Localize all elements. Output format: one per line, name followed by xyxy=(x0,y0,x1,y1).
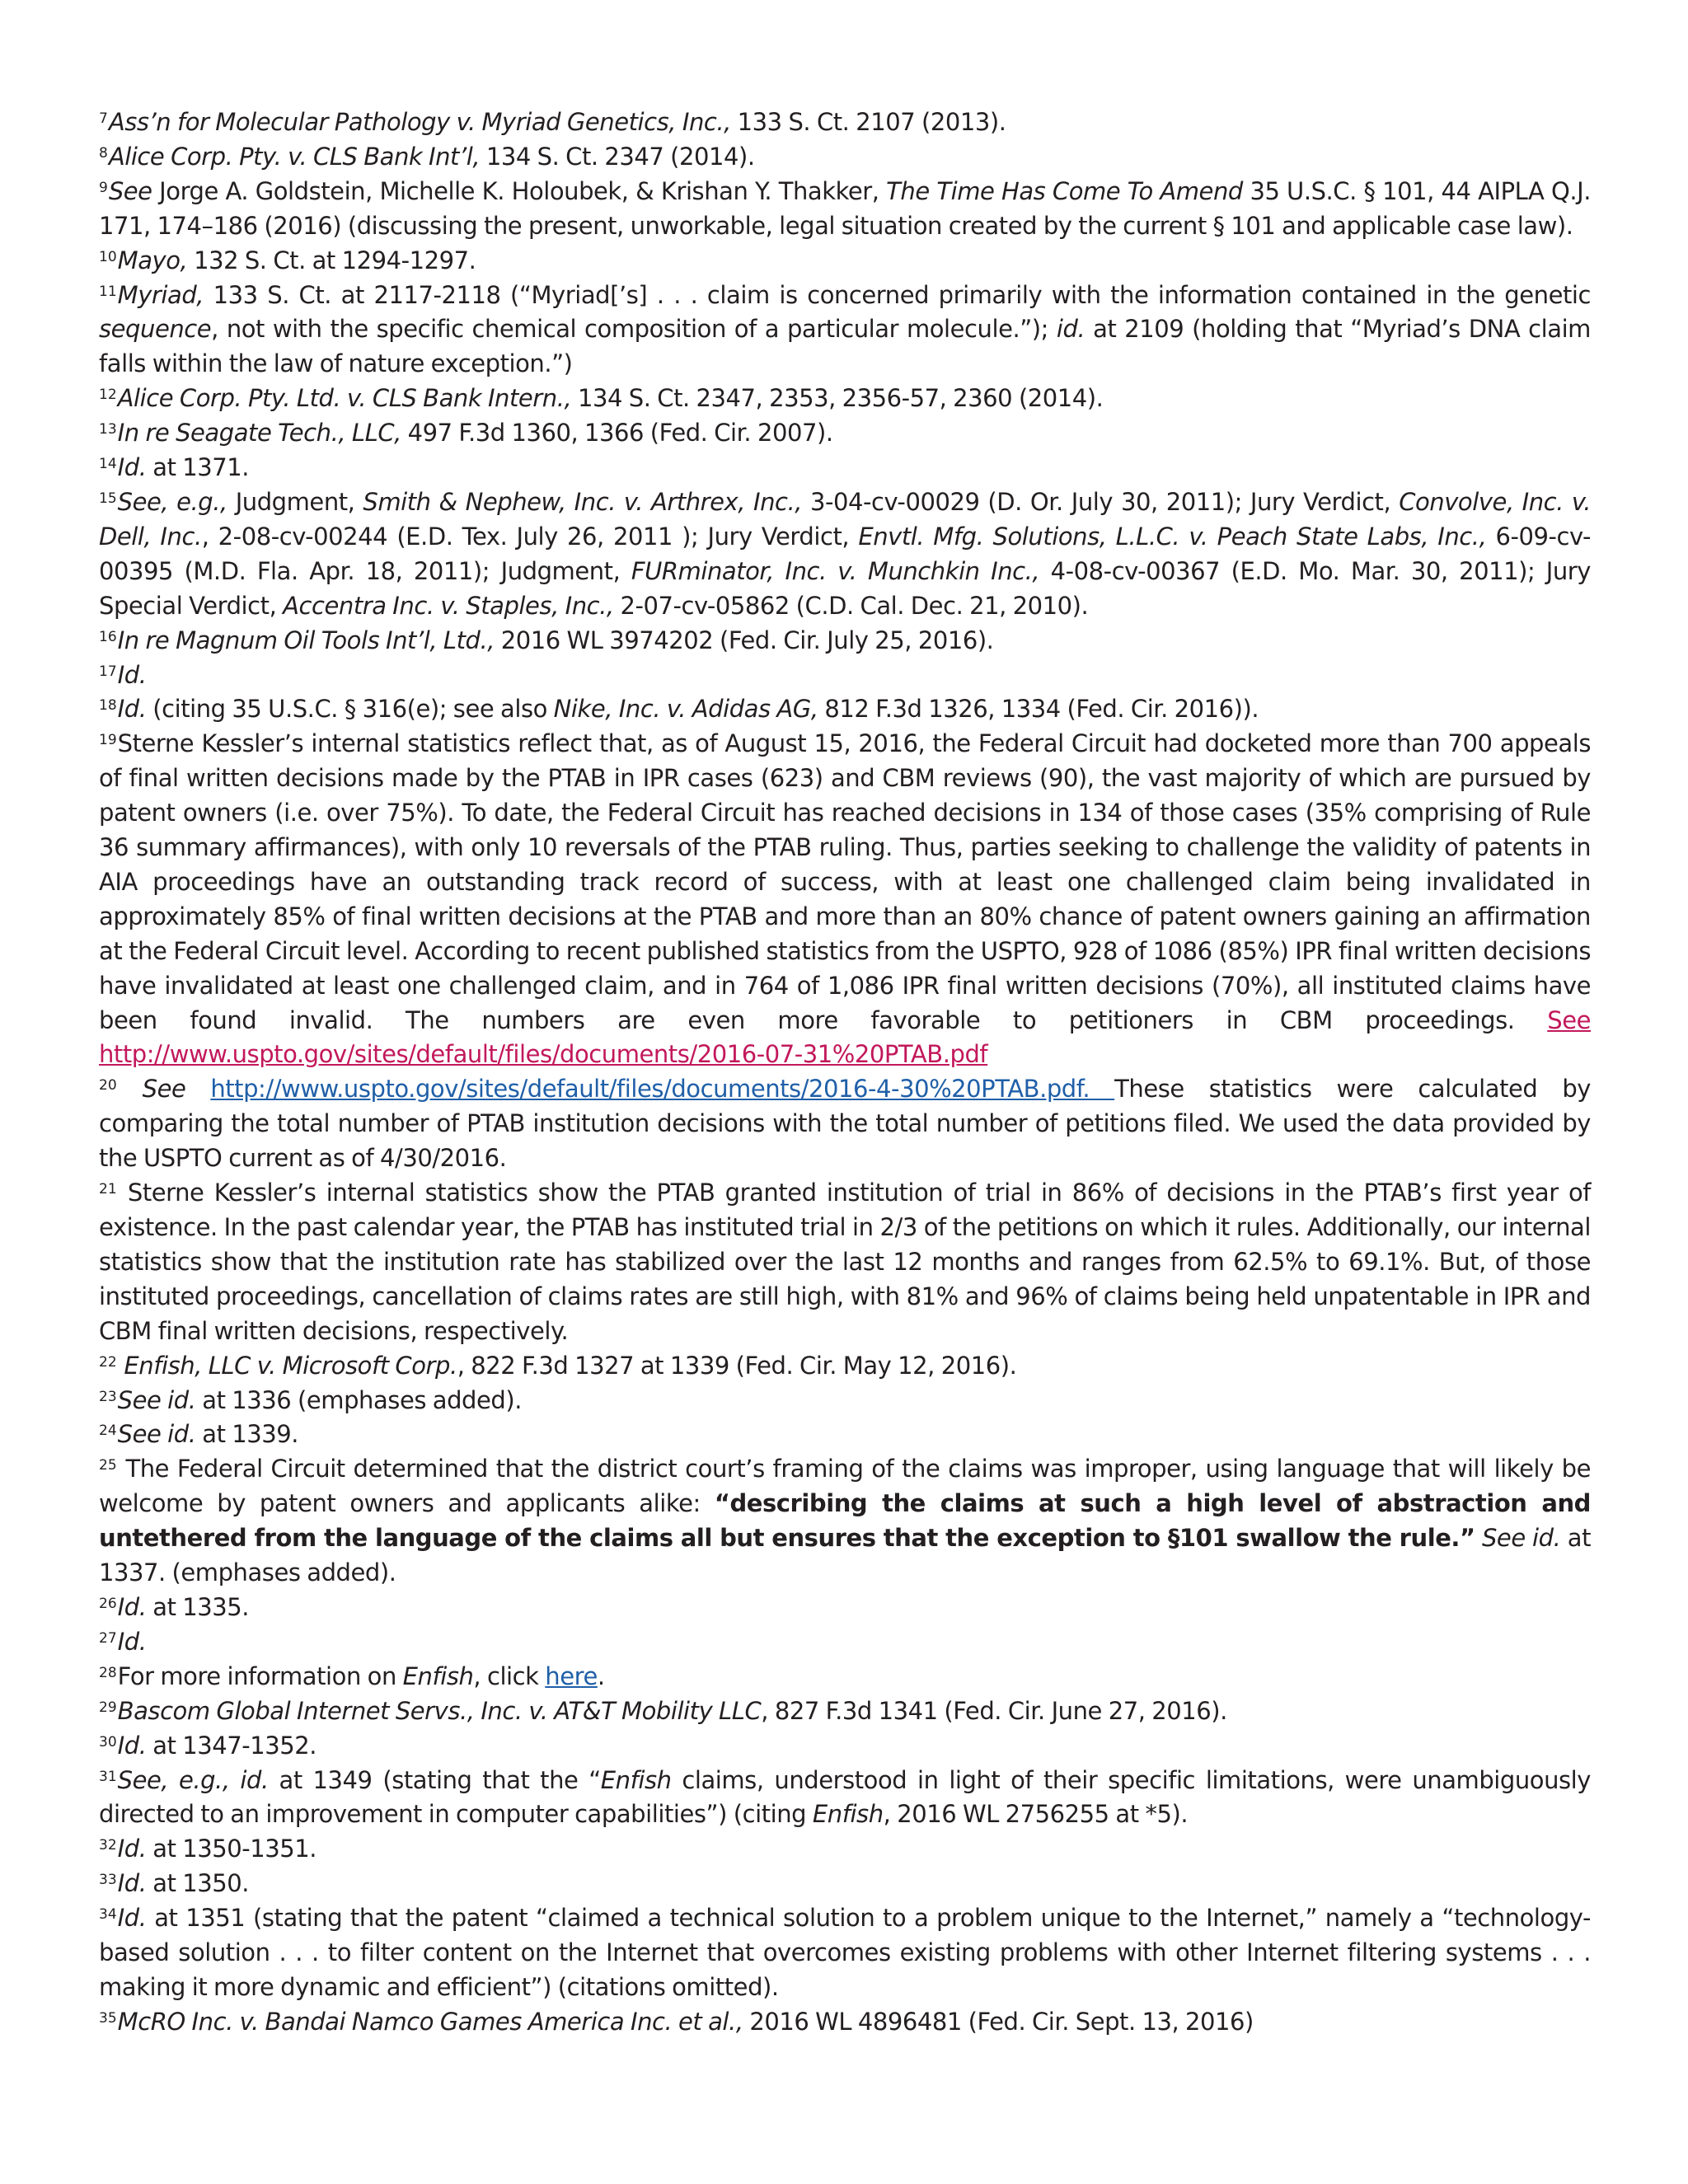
footnote-text: 134 S. Ct. 2347 (2014). xyxy=(480,142,755,171)
footnote-italic-text: Alice Corp. Pty. v. CLS Bank Int’l, xyxy=(108,142,481,171)
footnote-22 xyxy=(99,1349,1591,1384)
footnote-italic-text: Id. xyxy=(117,1835,147,1863)
footnote-italic-text: Id. xyxy=(117,660,147,689)
footnote-32 xyxy=(99,1832,1591,1867)
footnote-14 xyxy=(99,451,1591,485)
footnote-text: at 1350. xyxy=(146,1869,250,1898)
footnote-italic-text: Nike, Inc. v. Adidas AG, xyxy=(553,695,818,724)
footnote-18 xyxy=(99,692,1591,727)
footnote-13 xyxy=(99,416,1591,451)
footnote-text: 2016 WL 3974202 (Fed. Cir. July 25, 2016). xyxy=(495,626,994,654)
footnote-number: 16 xyxy=(99,628,117,645)
footnote-italic-text: Enfish xyxy=(600,1765,672,1794)
footnote-italic-text: See xyxy=(142,1075,186,1104)
footnote-text: , click xyxy=(473,1661,546,1690)
footnote-27 xyxy=(99,1625,1591,1660)
footnote-number: 31 xyxy=(99,1768,117,1785)
footnote-number: 14 xyxy=(99,456,117,473)
footnote-text xyxy=(118,1075,143,1103)
footnote-number: 33 xyxy=(99,1872,117,1889)
footnote-italic-text: Alice Corp. Pty. Ltd. v. CLS Bank Intern., xyxy=(117,384,572,413)
footnote-text: 133 S. Ct. 2107 (2013). xyxy=(730,108,1006,136)
footnote-italic-text: See id. xyxy=(1481,1524,1561,1553)
footnote-text: at 1349 (stating that the “ xyxy=(268,1765,601,1794)
footnote-text: at 1335. xyxy=(146,1592,250,1621)
footnote-text: at 1337. (emphases added). xyxy=(99,1524,1591,1587)
footnote-29 xyxy=(99,1694,1591,1729)
footnote-link[interactable]: http://www.uspto.gov/sites/default/files/documents/2016-4-30%20PTAB.pdf. xyxy=(210,1075,1115,1104)
footnote-text: For more information on xyxy=(117,1661,403,1690)
footnote-italic-text: Id. xyxy=(117,1731,147,1760)
footnote-italic-text: Enfish xyxy=(812,1800,884,1829)
footnote-text: Sterne Kessler’s internal statistics show the PTAB granted institution of trial in 86% of decisions in the PTAB’s first year of existence. In the past calendar year, the PTAB has instituted trial in 2/3 of the petitions on which it rules. Additionally, our internal statistics show that the institution rate has stabilized over the last 12 months and ranges from 62.5% to 69.1%. But, of those instituted proceedings, cancellation of claims rates are still high, with 81% and 96% of claims being held unpatentable in IPR and CBM final written decisions, respectively. xyxy=(99,1179,1591,1345)
footnote-number: 32 xyxy=(99,1837,117,1854)
footnote-number: 26 xyxy=(99,1595,117,1612)
footnote-number: 25 xyxy=(99,1457,117,1474)
footnote-text: at 1371. xyxy=(146,453,250,482)
footnote-italic-text: Id. xyxy=(117,1627,147,1656)
footnote-text: The Federal Circuit determined that the district court’s framing of the claims was improper, using language that will likely be welcome by patent owners and applicants alike: xyxy=(99,1455,1591,1518)
footnote-number: 22 xyxy=(99,1353,117,1371)
footnote-text: . xyxy=(597,1661,605,1690)
footnote-number: 30 xyxy=(99,1733,117,1750)
footnote-number: 8 xyxy=(99,144,108,162)
footnote-italic-text: Smith & Nephew, Inc. v. Arthrex, Inc., xyxy=(363,487,803,516)
footnote-italic-text: In re Seagate Tech., LLC, xyxy=(117,419,401,448)
footnote-30 xyxy=(99,1729,1591,1764)
footnote-text: , 827 F.3d 1341 (Fed. Cir. June 27, 2016). xyxy=(761,1696,1227,1725)
footnote-text: at 1351 (stating that the patent “claimed a technical solution to a problem unique to the Internet,” namely a “technology-based solution . . . to filter content on the Internet that overcomes existing problems with other Internet filtering systems . . . making it more dynamic and efficient”) (citations omitted). xyxy=(99,1904,1591,2001)
footnote-italic-text: The Time Has Come To Amend xyxy=(886,176,1243,205)
footnote-15 xyxy=(99,485,1591,624)
footnote-bold-quote: “describing the claims at such a high level of abstraction and untethered from the language of the claims all but ensures that the exception to §101 swallow the rule.” xyxy=(99,1489,1591,1553)
footnote-text: at 1347-1352. xyxy=(146,1731,317,1760)
footnote-italic-text: See xyxy=(108,176,152,205)
footnote-italic-text: Mayo, xyxy=(117,246,188,274)
footnotes-page xyxy=(99,105,1591,2040)
footnote-italic-text: See id. xyxy=(117,1420,196,1449)
footnote-text: , 822 F.3d 1327 at 1339 (Fed. Cir. May 12, 2016). xyxy=(457,1351,1017,1380)
footnote-text: 497 F.3d 1360, 1366 (Fed. Cir. 2007). xyxy=(401,419,833,448)
footnote-17 xyxy=(99,658,1591,693)
footnote-number: 17 xyxy=(99,663,117,680)
footnote-italic-text: FURminator, Inc. v. Munchkin Inc., xyxy=(631,556,1040,585)
footnote-11 xyxy=(99,279,1591,382)
footnote-italic-text: See, e.g., xyxy=(117,487,227,516)
footnote-10 xyxy=(99,244,1591,279)
footnote-text: 2016 WL 4896481 (Fed. Cir. Sept. 13, 2016) xyxy=(743,2007,1254,2036)
footnote-italic-text: Enfish xyxy=(402,1661,474,1690)
footnote-text: claims, understood in light of their specific limitations, were unambiguously directed to an improvement in computer capabilities”) (citing xyxy=(99,1765,1591,1829)
footnote-number: 15 xyxy=(99,490,117,507)
footnote-italic-text: Convolve, Inc. v. Dell, Inc. xyxy=(99,487,1591,551)
footnote-34 xyxy=(99,1901,1591,2005)
footnote-number: 27 xyxy=(99,1629,117,1647)
footnote-19 xyxy=(99,727,1591,1072)
footnote-italic-text: Myriad, xyxy=(117,280,204,309)
footnote-text xyxy=(185,1075,210,1103)
footnote-italic-text: Id. xyxy=(117,695,147,724)
footnote-text: (citing 35 U.S.C. § 316(e); see also xyxy=(146,695,554,724)
footnote-33 xyxy=(99,1867,1591,1901)
footnote-12 xyxy=(99,382,1591,416)
footnote-text: , 2-08-cv-00244 (E.D. Tex. July 26, 2011 ); Jury Verdict, xyxy=(201,522,859,551)
footnote-text: 6-09-cv-00395 (M.D. Fla. Apr. 18, 2011); Judgment, xyxy=(99,522,1591,585)
footnote-number: 34 xyxy=(99,1906,117,1924)
footnote-text: Jorge A. Goldstein, Michelle K. Holoubek, & Krishan Y. Thakker, xyxy=(152,176,887,205)
footnote-italic-text: McRO Inc. v. Bandai Namco Games America Inc. et al., xyxy=(117,2007,743,2036)
footnote-italic-text: Bascom Global Internet Servs., Inc. v. AT&T Mobility LLC xyxy=(117,1696,762,1725)
footnote-italic-text: id. xyxy=(1056,315,1085,344)
footnote-number: 13 xyxy=(99,421,117,438)
footnote-35 xyxy=(99,2005,1591,2040)
footnote-24 xyxy=(99,1418,1591,1452)
footnote-21 xyxy=(99,1176,1591,1349)
footnote-italic-text: Id. xyxy=(117,1869,147,1898)
footnote-number: 21 xyxy=(99,1181,117,1198)
footnote-number: 12 xyxy=(99,387,117,404)
footnote-number: 35 xyxy=(99,2009,117,2027)
footnote-italic-text: Ass’n for Molecular Pathology v. Myriad Genetics, Inc., xyxy=(108,108,731,136)
footnote-31 xyxy=(99,1764,1591,1833)
footnote-italic-text: Envtl. Mfg. Solutions, L.L.C. v. Peach State Labs, Inc., xyxy=(858,522,1487,551)
footnote-7 xyxy=(99,105,1591,140)
footnote-italic-text: sequence xyxy=(99,315,212,344)
footnote-italic-text: Id. xyxy=(117,1904,147,1933)
footnote-number: 9 xyxy=(99,179,108,196)
footnote-9 xyxy=(99,175,1591,244)
footnote-italic-text: See, e.g., id. xyxy=(117,1765,269,1794)
footnote-italic-text: In re Magnum Oil Tools Int’l, Ltd., xyxy=(117,626,495,654)
footnote-italic-text: See id. xyxy=(117,1385,196,1414)
footnote-italic-text: Id. xyxy=(117,1592,147,1621)
footnote-number: 7 xyxy=(99,110,108,127)
footnote-20 xyxy=(99,1072,1591,1176)
footnote-text: at 1350-1351. xyxy=(146,1835,317,1863)
footnote-number: 18 xyxy=(99,697,117,715)
footnote-text: at 2109 (holding that “Myriad’s DNA claim falls within the law of nature exception.”) xyxy=(99,315,1591,378)
footnote-text: 3-04-cv-00029 (D. Or. July 30, 2011); Jury Verdict, xyxy=(802,487,1400,516)
footnote-number: 24 xyxy=(99,1422,117,1440)
footnote-25 xyxy=(99,1452,1591,1591)
footnote-number: 23 xyxy=(99,1388,117,1405)
footnote-text: , 2016 WL 2756255 at *5). xyxy=(883,1800,1189,1829)
footnote-text: 35 U.S.C. § 101, 44 AIPLA Q.J. 171, 174–186 (2016) (discussing the present, unworkable, legal situation created by the current § 101 and applicable case law). xyxy=(99,176,1591,240)
footnote-italic-text: Id. xyxy=(117,453,147,482)
footnote-italic-text: Accentra Inc. v. Staples, Inc., xyxy=(283,591,614,620)
footnote-text: 812 F.3d 1326, 1334 (Fed. Cir. 2016)). xyxy=(818,695,1259,724)
footnote-text: , not with the specific chemical composition of a particular molecule.”); xyxy=(211,315,1057,344)
footnote-text: at 1336 (emphases added). xyxy=(195,1385,522,1414)
footnote-link[interactable]: here xyxy=(545,1661,598,1690)
footnote-text: 4-08-cv-00367 (E.D. Mo. Mar. 30, 2011); Jury Special Verdict, xyxy=(99,556,1591,620)
footnote-text: 133 S. Ct. at 2117-2118 (“Myriad[’s] . . . claim is concerned primarily with the information contained in the genetic xyxy=(204,280,1591,309)
footnote-number: 10 xyxy=(99,248,117,265)
footnote-text: Judgment, xyxy=(227,487,363,516)
footnote-text: 2-07-cv-05862 (C.D. Cal. Dec. 21, 2010). xyxy=(613,591,1089,620)
footnote-text xyxy=(1475,1524,1482,1552)
footnote-text: 134 S. Ct. 2347, 2353, 2356-57, 2360 (2014). xyxy=(571,384,1104,413)
footnote-number: 29 xyxy=(99,1699,117,1716)
footnote-23 xyxy=(99,1384,1591,1418)
footnote-8 xyxy=(99,140,1591,175)
footnote-number: 11 xyxy=(99,283,117,300)
footnote-text: at 1339. xyxy=(195,1420,299,1449)
footnote-number: 20 xyxy=(99,1077,117,1094)
footnote-26 xyxy=(99,1591,1591,1625)
footnote-italic-text: Enfish, LLC v. Microsoft Corp. xyxy=(124,1351,457,1380)
footnote-number: 19 xyxy=(99,732,117,749)
footnote-number: 28 xyxy=(99,1664,117,1681)
footnote-text: Sterne Kessler’s internal statistics reflect that, as of August 15, 2016, the Federal Circuit had docketed more than 700 appeals of final written decisions made by the PTAB in IPR cases (623) and CBM reviews (90), the vast majority of which are pursued by patent owners (i.e. over 75%). To date, the Federal Circuit has reached decisions in 134 of those cases (35% comprising of Rule 36 summary affirmances), with only 10 reversals of the PTAB ruling. Thus, parties seeking to challenge the validity of patents in AIA proceedings have an outstanding track record of success, with at least one challenged claim being invalidated in approximately 85% of final written decisions at the PTAB and more than an 80% chance of patent owners gaining an affirmation at the Federal Circuit level. According to recent published statistics from the USPTO, 928 of 1086 (85%) IPR final written decisions have invalidated at least one challenged claim, and in 764 of 1,086 IPR final written decisions (70%), all instituted claims have been found invalid. The numbers are even more favorable to petitioners in CBM proceedings. xyxy=(99,729,1591,1034)
footnote-16 xyxy=(99,624,1591,658)
footnote-text: These statistics were calculated by comparing the total number of PTAB institution decisions with the total number of petitions filed. We used the data provided by the USPTO current as of 4/30/2016. xyxy=(99,1075,1591,1173)
footnote-28 xyxy=(99,1660,1591,1694)
footnote-text: 132 S. Ct. at 1294-1297. xyxy=(187,246,476,274)
footnote-link[interactable]: See http://www.uspto.gov/sites/default/files/documents/2016-07-31%20PTAB.pdf xyxy=(99,1005,1591,1069)
